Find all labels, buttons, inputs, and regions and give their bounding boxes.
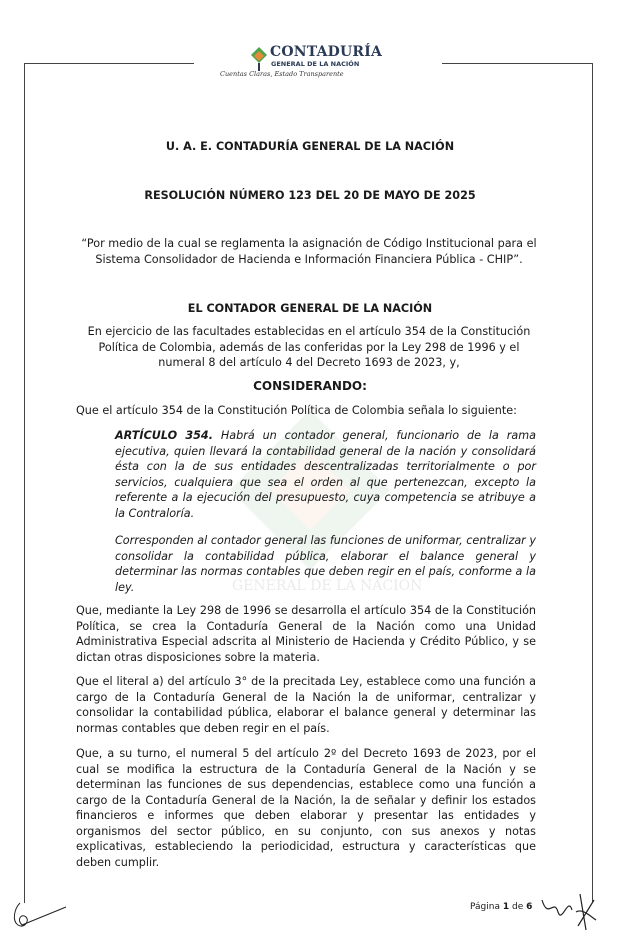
quote-functions: Corresponden al contador general las funciones de uniformar, centralizar y consolidar la contabilidad pública, elaborar el balance general y determinar las normas contables que deben regir en el país, conforme a la ley. <box>115 534 536 594</box>
powers-paragraph: En ejercicio de las facultades establecidas en el artículo 354 de la Constitución Política de Colombia, además de las conferidas por la Ley 298 de 1996 y el numeral 8 del artículo 4 del Decreto 1693 de 2023, y, <box>87 325 531 369</box>
initials-signature-left <box>8 895 68 935</box>
paragraph-3: Que el literal a) del artículo 3° de la precitada Ley, establece como una función a cargo de la Contaduría General de la Nación la de uniformar, centralizar y consolidar la contabilidad pública, elaborar el balance general y determinar las normas contables que deben regir en el país. <box>76 675 536 735</box>
signer-title: EL CONTADOR GENERAL DE LA NACIÓN <box>187 302 433 315</box>
considering-heading: CONSIDERANDO: <box>253 379 367 393</box>
entity-heading: U. A. E. CONTADURÍA GENERAL DE LA NACIÓN <box>165 140 455 153</box>
leaf-logo-icon <box>248 46 270 72</box>
initials-signature-right <box>538 890 598 935</box>
logo <box>220 44 388 80</box>
logo-name: CONTADURÍA <box>270 44 383 60</box>
resolution-heading: RESOLUCIÓN NÚMERO 123 DEL 20 DE MAYO DE 2025 <box>144 189 476 202</box>
page-of: de <box>512 902 524 912</box>
logo-tagline: Cuentas Claras, Estado Transparente <box>220 70 344 78</box>
frame-right <box>592 63 593 903</box>
quote-article-text: Habrá un contador general, funcionario de la rama ejecutiva, quien llevará la contabilidad general de la nación y consolidará ésta con la de sus entidades descentralizadas territorialmente o por servicios, cualquiera que sea el orden al que pertenezcan, excepto la referente a la ejecución del presupuesto, cuya competencia se atribuye a la Contraloría. <box>115 429 536 520</box>
paragraph-2: Que, mediante la Ley 298 de 1996 se desarrolla el artículo 354 de la Constitución Política, se crea la Contaduría General de la Nación como una Unidad Administrativa Especial adscrita al Ministerio de Hacienda y Crédito Público, y se dictan otras disposiciones sobre la materia. <box>76 604 536 664</box>
frame-top-right <box>442 63 592 64</box>
paragraph-1: Que el artículo 354 de la Constitución Política de Colombia señala lo siguiente: <box>76 404 517 417</box>
frame-left <box>24 63 25 903</box>
paragraph-4: Que, a su turno, el numeral 5 del artículo 2º del Decreto 1693 de 2023, por el cual se modifica la estructura de la Contaduría General de la Nación y se determinan las funciones de sus dependencias, establece como una función a cargo de la Contaduría General de la Nación, la de señalar y definir los estados financieros e informes que deben elaborar y presentar las entidades y organismos del sector público, en su conjunto, con sus anexos y notas explicativas, estableciendo la periodicidad, estructura y características que deben cumplir. <box>76 747 536 869</box>
quote-article-354 <box>115 428 536 521</box>
frame-top-left <box>24 63 194 64</box>
page-word: Página <box>470 902 500 912</box>
watermark-text: GENERAL DE LA NACIÓN <box>232 578 423 594</box>
quote-article-label: ARTÍCULO 354. <box>115 429 213 442</box>
page-number <box>470 902 532 912</box>
page-current: 1 <box>502 902 510 912</box>
logo-subtitle: GENERAL DE LA NACIÓN <box>271 60 360 68</box>
summary: “Por medio de la cual se reglamenta la asignación de Código Institucional para el Sistema Consolidador de Hacienda e Información Financiera Pública - CHIP”. <box>81 237 537 266</box>
page-total: 6 <box>526 902 533 912</box>
